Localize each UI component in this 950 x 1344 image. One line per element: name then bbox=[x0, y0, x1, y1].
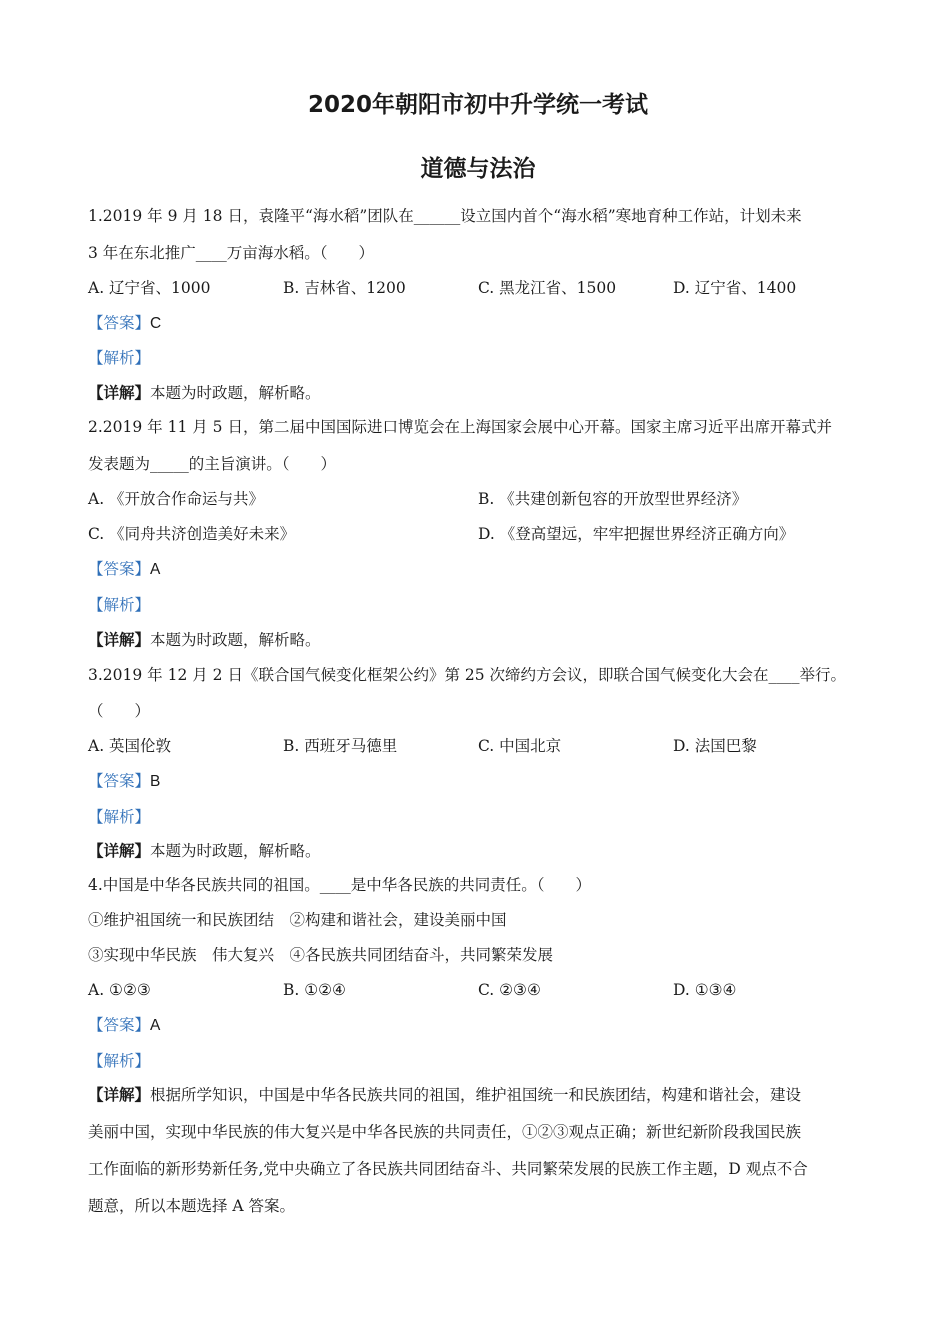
q4-detail-text-1: 根据所学知识，中国是中华各民族共同的祖国，维护祖国统一和民族团结，构建和谐社会，建设 bbox=[150, 1086, 802, 1104]
q1-stem-line1: 1.2019 年 9 月 18 日，袁隆平“海水稻”团队在______设立国内首个“海水稻”寒地育种工作站，计划未来 bbox=[88, 207, 802, 225]
q3-answer bbox=[88, 771, 868, 792]
q4-option-d: D. ①③④ bbox=[673, 981, 737, 999]
q1-option-a: A. 辽宁省、1000 bbox=[88, 279, 211, 297]
q3-detail bbox=[88, 841, 868, 861]
answer-label: 【答案】 bbox=[88, 314, 151, 332]
detail-label: 【详解】 bbox=[88, 1085, 151, 1104]
q4-items-line2: ③实现中华民族 伟大复兴 ④各民族共同团结奋斗，共同繁荣发展 bbox=[88, 946, 554, 964]
q2-detail bbox=[88, 630, 868, 650]
q2-detail-text: 本题为时政题，解析略。 bbox=[150, 631, 321, 649]
q1-answer-value: C bbox=[150, 315, 162, 332]
q2-stem-line1: 2.2019 年 11 月 5 日，第二届中国国际进口博览会在上海国家会展中心开幕。国家主席习近平出席开幕式并 bbox=[88, 418, 832, 436]
q1-detail-text: 本题为时政题，解析略。 bbox=[150, 384, 321, 402]
q2-answer bbox=[88, 559, 868, 580]
q1-option-c: C. 黑龙江省、1500 bbox=[478, 279, 617, 297]
q1-stem-line2: 3 年在东北推广____万亩海水稻。（ ） bbox=[88, 244, 375, 262]
q2-option-a: A. 《开放合作命运与共》 bbox=[88, 490, 265, 508]
answer-label: 【答案】 bbox=[88, 772, 151, 790]
q3-option-c: C. 中国北京 bbox=[478, 737, 562, 755]
q4-answer bbox=[88, 1015, 868, 1036]
q1-option-d: D. 辽宁省、1400 bbox=[673, 279, 797, 297]
q3-analysis-label: 【解析】 bbox=[88, 808, 151, 826]
q4-detail-line2: 美丽中国，实现中华民族的伟大复兴是中华各民族的共同责任，①②③观点正确；新世纪新阶段我国民族 bbox=[88, 1123, 802, 1141]
q1-detail bbox=[88, 383, 868, 403]
q4-items-line1: ①维护祖国统一和民族团结 ②构建和谐社会，建设美丽中国 bbox=[88, 911, 507, 929]
q4-detail-line4: 题意，所以本题选择 A 答案。 bbox=[88, 1197, 296, 1215]
q3-option-a: A. 英国伦敦 bbox=[88, 737, 172, 755]
q3-stem-line1: 3.2019 年 12 月 2 日《联合国气候变化框架公约》第 25 次缔约方会议，即联合国气候变化大会在____举行。 bbox=[88, 666, 847, 684]
detail-label: 【详解】 bbox=[88, 383, 151, 402]
q4-answer-value: A bbox=[150, 1017, 161, 1034]
q4-option-b: B. ①②④ bbox=[283, 981, 346, 999]
q4-detail-line1 bbox=[88, 1085, 868, 1105]
q2-stem-line2: 发表题为_____的主旨演讲。（ ） bbox=[88, 455, 337, 473]
detail-label: 【详解】 bbox=[88, 841, 151, 860]
q2-option-c: C. 《同舟共济创造美好未来》 bbox=[88, 525, 296, 543]
exam-subject: 道德与法治 bbox=[420, 156, 536, 182]
q3-answer-value: B bbox=[150, 773, 161, 790]
q3-option-b: B. 西班牙马德里 bbox=[283, 737, 398, 755]
q4-analysis-label: 【解析】 bbox=[88, 1052, 151, 1070]
q3-option-d: D. 法国巴黎 bbox=[673, 737, 757, 755]
q1-option-b: B. 吉林省、1200 bbox=[283, 279, 406, 297]
q2-option-d: D. 《登高望远，牢牢把握世界经济正确方向》 bbox=[478, 525, 795, 543]
q4-option-c: C. ②③④ bbox=[478, 981, 541, 999]
q4-stem: 4.中国是中华各民族共同的祖国。____是中华各民族的共同责任。（ ） bbox=[88, 876, 592, 894]
q4-option-a: A. ①②③ bbox=[88, 981, 151, 999]
answer-label: 【答案】 bbox=[88, 560, 151, 578]
q2-analysis-label: 【解析】 bbox=[88, 596, 151, 614]
q2-answer-value: A bbox=[150, 561, 161, 578]
q3-stem-line2: （ ） bbox=[88, 702, 151, 720]
q4-detail-line3: 工作面临的新形势新任务,党中央确立了各民族共同团结奋斗、共同繁荣发展的民族工作主题，D 观点不合 bbox=[88, 1160, 808, 1178]
detail-label: 【详解】 bbox=[88, 630, 151, 649]
q2-option-b: B. 《共建创新包容的开放型世界经济》 bbox=[478, 490, 748, 508]
q1-analysis-label: 【解析】 bbox=[88, 349, 151, 367]
q1-answer bbox=[88, 313, 868, 334]
q3-detail-text: 本题为时政题，解析略。 bbox=[150, 842, 321, 860]
exam-title: 2020年朝阳市初中升学统一考试 bbox=[307, 92, 648, 118]
answer-label: 【答案】 bbox=[88, 1016, 151, 1034]
